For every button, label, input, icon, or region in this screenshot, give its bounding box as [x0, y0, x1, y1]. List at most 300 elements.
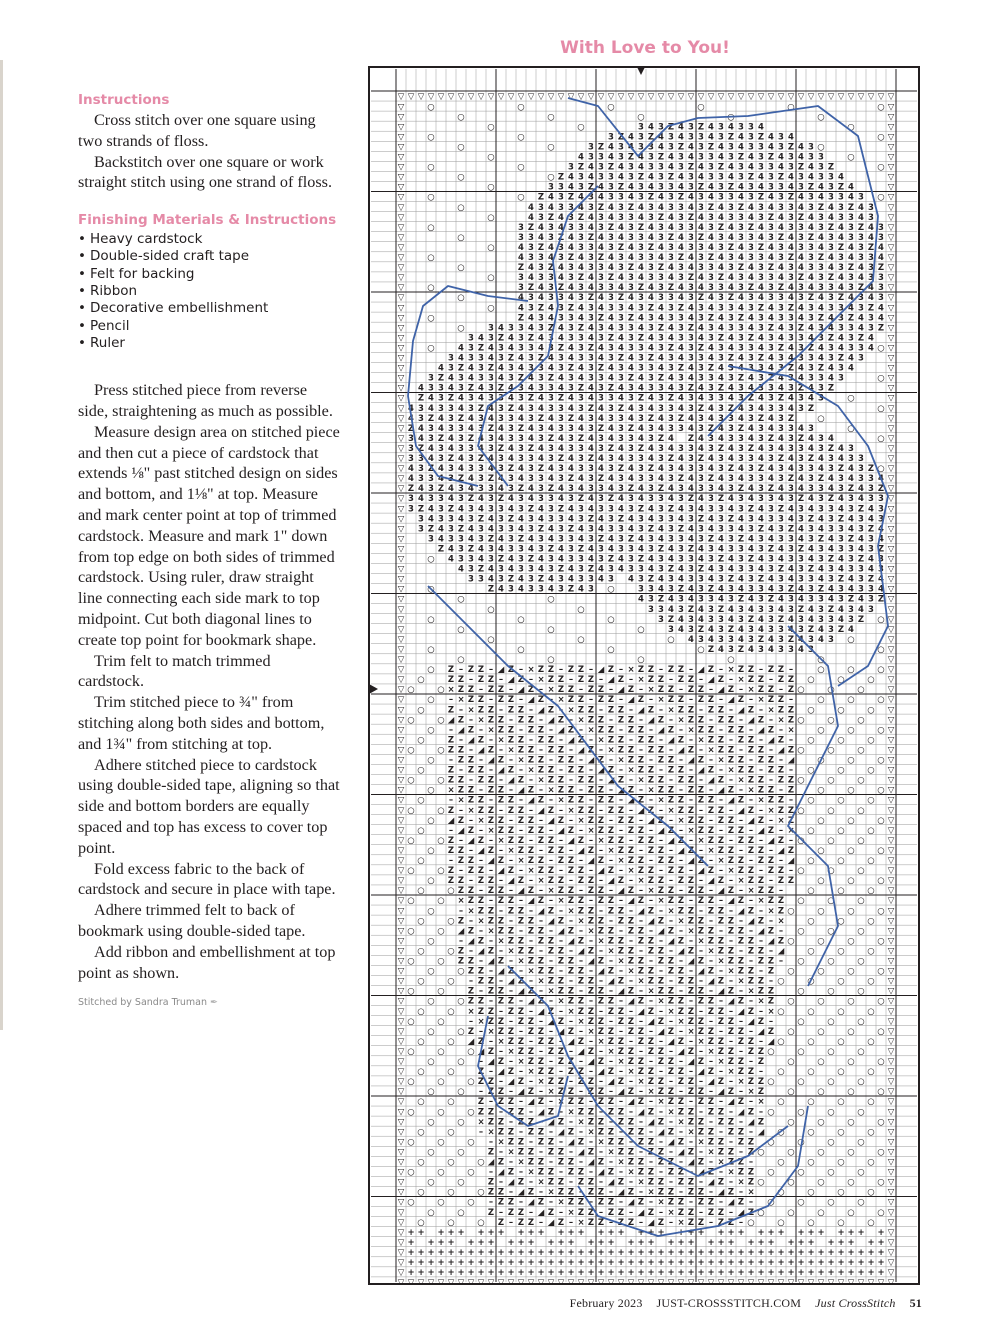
svg-text:4: 4	[668, 333, 674, 343]
svg-text:–: –	[599, 1178, 603, 1188]
svg-text:Z: Z	[878, 595, 884, 605]
svg-text:Z: Z	[578, 735, 584, 745]
svg-text:◢: ◢	[478, 946, 485, 956]
svg-text:○: ○	[837, 977, 844, 987]
svg-text:Z: Z	[468, 866, 474, 876]
svg-text:3: 3	[848, 615, 854, 625]
svg-text:4: 4	[418, 484, 424, 494]
svg-text:◢: ◢	[618, 786, 625, 796]
svg-text:+: +	[877, 1268, 884, 1278]
svg-text:◢: ◢	[708, 1077, 715, 1087]
svg-text:Z: Z	[678, 142, 684, 152]
svg-text:–: –	[749, 695, 753, 705]
svg-text:Z: Z	[558, 987, 564, 997]
svg-text:3: 3	[578, 555, 584, 565]
svg-text:4: 4	[428, 444, 434, 454]
svg-text:◢: ◢	[698, 1168, 705, 1178]
svg-text:▽: ▽	[888, 977, 895, 987]
svg-text:Z: Z	[518, 916, 524, 926]
svg-text:3: 3	[788, 555, 794, 565]
svg-text:3: 3	[518, 283, 524, 293]
svg-text:○: ○	[777, 1067, 784, 1077]
svg-text:Z: Z	[568, 826, 574, 836]
svg-text:Z: Z	[608, 384, 614, 394]
svg-text:Z: Z	[628, 987, 634, 997]
svg-text:○: ○	[427, 997, 434, 1007]
svg-text:+: +	[677, 1258, 684, 1268]
svg-text:3: 3	[848, 504, 854, 514]
svg-text:◢: ◢	[718, 1087, 725, 1097]
svg-text:4: 4	[828, 434, 834, 444]
svg-text:+: +	[487, 1258, 494, 1268]
svg-text:Z: Z	[698, 715, 704, 725]
svg-text:–: –	[509, 1087, 513, 1097]
svg-text:▽: ▽	[888, 494, 895, 504]
svg-text:4: 4	[598, 343, 604, 353]
svg-text:Z: Z	[578, 273, 584, 283]
svg-text:4: 4	[768, 524, 774, 534]
svg-text:○: ○	[857, 1047, 864, 1057]
svg-text:Z: Z	[578, 1208, 584, 1218]
svg-text:▽: ▽	[888, 685, 895, 695]
svg-text:–: –	[759, 705, 763, 715]
svg-text:×: ×	[627, 665, 634, 675]
svg-text:3: 3	[558, 243, 564, 253]
svg-text:▽: ▽	[598, 1278, 605, 1285]
svg-text:Z: Z	[618, 1137, 624, 1147]
svg-text:4: 4	[568, 514, 574, 524]
svg-text:3: 3	[508, 434, 514, 444]
svg-text:–: –	[469, 715, 473, 725]
svg-text:Z: Z	[628, 1158, 634, 1168]
svg-text:▽: ▽	[888, 323, 895, 333]
svg-text:Z: Z	[668, 957, 674, 967]
svg-text:4: 4	[548, 193, 554, 203]
svg-text:3: 3	[588, 354, 594, 364]
svg-text:○: ○	[837, 1007, 844, 1017]
svg-text:4: 4	[798, 524, 804, 534]
svg-text:4: 4	[758, 615, 764, 625]
svg-text:▽: ▽	[398, 555, 405, 565]
svg-text:Z: Z	[748, 504, 754, 514]
svg-text:–: –	[549, 1097, 553, 1107]
svg-text:3: 3	[688, 293, 694, 303]
svg-text:4: 4	[728, 605, 734, 615]
svg-text:3: 3	[708, 555, 714, 565]
svg-text:Z: Z	[798, 323, 804, 333]
svg-text:Z: Z	[498, 896, 504, 906]
svg-text:Z: Z	[508, 695, 514, 705]
svg-text:3: 3	[468, 333, 474, 343]
svg-text:–: –	[749, 926, 753, 936]
svg-text:3: 3	[688, 223, 694, 233]
svg-text:3: 3	[728, 534, 734, 544]
svg-text:○: ○	[757, 1147, 764, 1157]
svg-text:3: 3	[818, 374, 824, 384]
svg-text:Z: Z	[658, 1117, 664, 1127]
svg-text:▽: ▽	[478, 1278, 485, 1285]
svg-text:Z: Z	[688, 213, 694, 223]
svg-text:3: 3	[798, 555, 804, 565]
svg-text:3: 3	[708, 273, 714, 283]
svg-text:○: ○	[437, 957, 444, 967]
svg-text:3: 3	[448, 524, 454, 534]
svg-text:3: 3	[768, 163, 774, 173]
svg-text:4: 4	[598, 354, 604, 364]
svg-text:3: 3	[648, 544, 654, 554]
svg-text:▽: ▽	[428, 1278, 435, 1285]
svg-text:Z: Z	[488, 1208, 494, 1218]
svg-text:3: 3	[678, 313, 684, 323]
svg-text:4: 4	[678, 575, 684, 585]
svg-text:○: ○	[827, 1198, 834, 1208]
svg-text:3: 3	[408, 434, 414, 444]
svg-text:4: 4	[658, 303, 664, 313]
finishing-step: Press stitched piece from reverse side, straightening as much as possible.	[78, 380, 340, 422]
svg-text:▽: ▽	[398, 977, 405, 987]
svg-text:▽: ▽	[878, 92, 885, 102]
svg-text:3: 3	[558, 514, 564, 524]
svg-text:4: 4	[518, 474, 524, 484]
svg-text:Z: Z	[698, 1198, 704, 1208]
svg-text:▽: ▽	[888, 675, 895, 685]
svg-text:–: –	[579, 756, 583, 766]
svg-text:–: –	[739, 846, 743, 856]
svg-text:4: 4	[568, 454, 574, 464]
svg-text:4: 4	[618, 565, 624, 575]
svg-text:Z: Z	[668, 896, 674, 906]
svg-text:▽: ▽	[838, 92, 845, 102]
svg-text:Z: Z	[628, 1017, 634, 1027]
svg-text:3: 3	[818, 595, 824, 605]
svg-text:▽: ▽	[398, 364, 405, 374]
svg-text:–: –	[789, 866, 793, 876]
svg-text:4: 4	[748, 534, 754, 544]
svg-text:Z: Z	[608, 163, 614, 173]
svg-text:○: ○	[517, 193, 524, 203]
svg-text:3: 3	[628, 343, 634, 353]
svg-text:▽: ▽	[608, 1278, 615, 1285]
svg-text:Z: Z	[678, 585, 684, 595]
svg-text:3: 3	[638, 404, 644, 414]
svg-text:Z: Z	[468, 786, 474, 796]
svg-text:4: 4	[658, 243, 664, 253]
svg-text:○: ○	[787, 1057, 794, 1067]
svg-text:–: –	[589, 1037, 593, 1047]
svg-text:–: –	[599, 977, 603, 987]
svg-text:◢: ◢	[578, 846, 585, 856]
svg-text:3: 3	[758, 153, 764, 163]
svg-text:Z: Z	[758, 876, 764, 886]
svg-text:+: +	[657, 1268, 664, 1278]
svg-text:3: 3	[578, 514, 584, 524]
svg-text:3: 3	[708, 213, 714, 223]
svg-text:3: 3	[758, 595, 764, 605]
svg-text:Z: Z	[758, 464, 764, 474]
svg-text:○: ○	[437, 1017, 444, 1027]
svg-text:Z: Z	[548, 1107, 554, 1117]
svg-text:–: –	[579, 826, 583, 836]
svg-text:4: 4	[808, 384, 814, 394]
svg-text:3: 3	[498, 414, 504, 424]
svg-text:Z: Z	[818, 203, 824, 213]
svg-text:○: ○	[757, 1178, 764, 1188]
svg-text:3: 3	[648, 585, 654, 595]
svg-text:4: 4	[808, 434, 814, 444]
svg-text:Z: Z	[568, 766, 574, 776]
svg-text:4: 4	[608, 534, 614, 544]
svg-text:◢: ◢	[518, 786, 525, 796]
svg-text:–: –	[539, 987, 543, 997]
svg-text:4: 4	[648, 233, 654, 243]
svg-text:+: +	[567, 1248, 574, 1258]
svg-text:Z: Z	[508, 1208, 514, 1218]
svg-text:3: 3	[748, 565, 754, 575]
svg-text:4: 4	[688, 635, 694, 645]
svg-text:3: 3	[778, 253, 784, 263]
svg-text:▽: ▽	[398, 1208, 405, 1218]
svg-text:4: 4	[808, 283, 814, 293]
svg-text:◢: ◢	[638, 906, 645, 916]
svg-text:Z: Z	[738, 153, 744, 163]
svg-text:×: ×	[787, 826, 794, 836]
svg-text:–: –	[699, 675, 703, 685]
svg-text:Z: Z	[488, 685, 494, 695]
finishing-step: Trim stitched piece to ¾" from stitching along both sides and bottom, and 1¾" from stitching at top.	[78, 692, 340, 754]
svg-text:Z: Z	[708, 142, 714, 152]
svg-text:○: ○	[427, 645, 434, 655]
svg-text:–: –	[769, 916, 773, 926]
svg-text:4: 4	[818, 343, 824, 353]
svg-text:Z: Z	[868, 575, 874, 585]
svg-text:▽: ▽	[888, 645, 895, 655]
svg-text:+: +	[707, 1258, 714, 1268]
svg-text:4: 4	[848, 293, 854, 303]
svg-text:–: –	[609, 1218, 613, 1228]
svg-text:×: ×	[737, 977, 744, 987]
svg-text:Z: Z	[738, 595, 744, 605]
svg-text:Z: Z	[778, 394, 784, 404]
svg-text:4: 4	[848, 575, 854, 585]
svg-text:3: 3	[758, 434, 764, 444]
svg-text:3: 3	[668, 514, 674, 524]
svg-text:Z: Z	[578, 665, 584, 675]
svg-text:○: ○	[427, 585, 434, 595]
svg-text:▽: ▽	[398, 102, 405, 112]
svg-text:4: 4	[638, 163, 644, 173]
svg-text:◢: ◢	[748, 715, 755, 725]
svg-text:○: ○	[447, 1037, 454, 1047]
svg-text:4: 4	[798, 203, 804, 213]
svg-text:Z: Z	[638, 1137, 644, 1147]
svg-text:4: 4	[678, 122, 684, 132]
svg-text:–: –	[729, 1007, 733, 1017]
svg-text:Z: Z	[518, 876, 524, 886]
svg-text:4: 4	[808, 615, 814, 625]
svg-text:3: 3	[538, 384, 544, 394]
svg-text:3: 3	[578, 223, 584, 233]
svg-text:○: ○	[817, 1117, 824, 1127]
svg-text:○: ○	[767, 1077, 774, 1087]
svg-text:3: 3	[658, 183, 664, 193]
svg-text:◢: ◢	[648, 715, 655, 725]
svg-text:3: 3	[458, 424, 464, 434]
svg-text:+: +	[767, 1248, 774, 1258]
svg-text:▽: ▽	[698, 1278, 705, 1285]
svg-text:○: ○	[407, 987, 414, 997]
svg-text:Z: Z	[468, 987, 474, 997]
svg-text:4: 4	[668, 605, 674, 615]
svg-text:Z: Z	[588, 675, 594, 685]
svg-text:3: 3	[688, 243, 694, 253]
svg-text:Z: Z	[878, 263, 884, 273]
svg-text:3: 3	[608, 524, 614, 534]
svg-text:4: 4	[488, 343, 494, 353]
svg-text:–: –	[789, 665, 793, 675]
svg-text:3: 3	[818, 484, 824, 494]
svg-text:○: ○	[417, 675, 424, 685]
svg-text:3: 3	[648, 494, 654, 504]
svg-text:–: –	[659, 1107, 663, 1117]
svg-text:–: –	[499, 1208, 503, 1218]
svg-text:3: 3	[788, 223, 794, 233]
svg-text:4: 4	[808, 444, 814, 454]
svg-text:3: 3	[448, 414, 454, 424]
svg-text:×: ×	[447, 685, 454, 695]
svg-text:–: –	[509, 685, 513, 695]
svg-text:Z: Z	[728, 464, 734, 474]
svg-text:Z: Z	[678, 695, 684, 705]
svg-text:–: –	[649, 926, 653, 936]
svg-text:3: 3	[598, 213, 604, 223]
svg-text:4: 4	[628, 575, 634, 585]
svg-text:3: 3	[728, 313, 734, 323]
svg-text:4: 4	[708, 183, 714, 193]
svg-text:3: 3	[758, 323, 764, 333]
svg-text:4: 4	[768, 414, 774, 424]
svg-text:▽: ▽	[638, 92, 645, 102]
svg-text:4: 4	[538, 283, 544, 293]
svg-text:3: 3	[828, 343, 834, 353]
svg-text:Z: Z	[578, 1097, 584, 1107]
svg-text:–: –	[529, 1178, 533, 1188]
svg-text:4: 4	[618, 454, 624, 464]
svg-text:Z: Z	[678, 967, 684, 977]
svg-text:–: –	[649, 1057, 653, 1067]
svg-text:Z: Z	[508, 896, 514, 906]
svg-text:○: ○	[797, 1047, 804, 1057]
svg-text:◢: ◢	[648, 816, 655, 826]
svg-text:3: 3	[718, 173, 724, 183]
svg-text:▽: ▽	[398, 494, 405, 504]
svg-text:Z: Z	[668, 504, 674, 514]
svg-text:Z: Z	[488, 474, 494, 484]
svg-text:+: +	[857, 1268, 864, 1278]
svg-text:–: –	[639, 846, 643, 856]
svg-text:Z: Z	[528, 745, 534, 755]
svg-text:Z: Z	[508, 836, 514, 846]
svg-text:Z: Z	[628, 1027, 634, 1037]
svg-text:–: –	[729, 776, 733, 786]
svg-text:–: –	[789, 836, 793, 846]
svg-text:3: 3	[528, 364, 534, 374]
svg-text:▽: ▽	[648, 92, 655, 102]
svg-text:–: –	[629, 977, 633, 987]
svg-text:Z: Z	[778, 504, 784, 514]
svg-text:+: +	[497, 1258, 504, 1268]
svg-text:○: ○	[427, 756, 434, 766]
svg-text:▽: ▽	[398, 1097, 405, 1107]
svg-text:▽: ▽	[888, 936, 895, 946]
svg-text:3: 3	[698, 524, 704, 534]
svg-text:Z: Z	[658, 776, 664, 786]
svg-text:4: 4	[668, 484, 674, 494]
svg-text:3: 3	[708, 605, 714, 615]
svg-text:Z: Z	[518, 534, 524, 544]
svg-text:Z: Z	[678, 735, 684, 745]
svg-text:Z: Z	[638, 896, 644, 906]
svg-text:3: 3	[438, 384, 444, 394]
svg-text:Z: Z	[578, 1037, 584, 1047]
svg-text:3: 3	[628, 494, 634, 504]
svg-text:4: 4	[638, 484, 644, 494]
svg-text:▽: ▽	[398, 946, 405, 956]
svg-text:+: +	[577, 1248, 584, 1258]
svg-text:Z: Z	[708, 695, 714, 705]
svg-text:–: –	[509, 856, 513, 866]
svg-text:Z: Z	[808, 183, 814, 193]
svg-text:–: –	[709, 957, 713, 967]
svg-text:Z: Z	[538, 1127, 544, 1137]
svg-text:4: 4	[798, 534, 804, 544]
svg-text:×: ×	[557, 896, 564, 906]
svg-text:3: 3	[528, 414, 534, 424]
svg-text:4: 4	[638, 424, 644, 434]
svg-text:–: –	[649, 1097, 653, 1107]
svg-text:–: –	[579, 1158, 583, 1168]
svg-text:▽: ▽	[888, 193, 895, 203]
svg-text:4: 4	[758, 333, 764, 343]
svg-text:◢: ◢	[558, 926, 565, 936]
svg-text:Z: Z	[538, 735, 544, 745]
svg-text:Z: Z	[608, 766, 614, 776]
svg-text:▽: ▽	[398, 243, 405, 253]
svg-text:4: 4	[588, 323, 594, 333]
svg-text:Z: Z	[688, 876, 694, 886]
svg-text:◢: ◢	[468, 1037, 475, 1047]
svg-text:Z: Z	[588, 776, 594, 786]
svg-text:3: 3	[668, 132, 674, 142]
svg-text:◢: ◢	[538, 1107, 545, 1117]
svg-text:○: ○	[817, 1087, 824, 1097]
svg-text:Z: Z	[598, 826, 604, 836]
svg-text:4: 4	[798, 253, 804, 263]
svg-text:3: 3	[638, 243, 644, 253]
svg-text:Z: Z	[678, 675, 684, 685]
svg-text:4: 4	[838, 273, 844, 283]
svg-text:3: 3	[578, 404, 584, 414]
svg-text:+: +	[647, 1248, 654, 1258]
svg-text:4: 4	[438, 524, 444, 534]
svg-text:○: ○	[437, 896, 444, 906]
svg-text:◢: ◢	[718, 685, 725, 695]
svg-text:×: ×	[517, 957, 524, 967]
svg-text:4: 4	[568, 504, 574, 514]
svg-text:○: ○	[457, 625, 464, 635]
svg-text:Z: Z	[518, 1077, 524, 1087]
svg-text:Z: Z	[608, 806, 614, 816]
svg-text:Z: Z	[698, 293, 704, 303]
